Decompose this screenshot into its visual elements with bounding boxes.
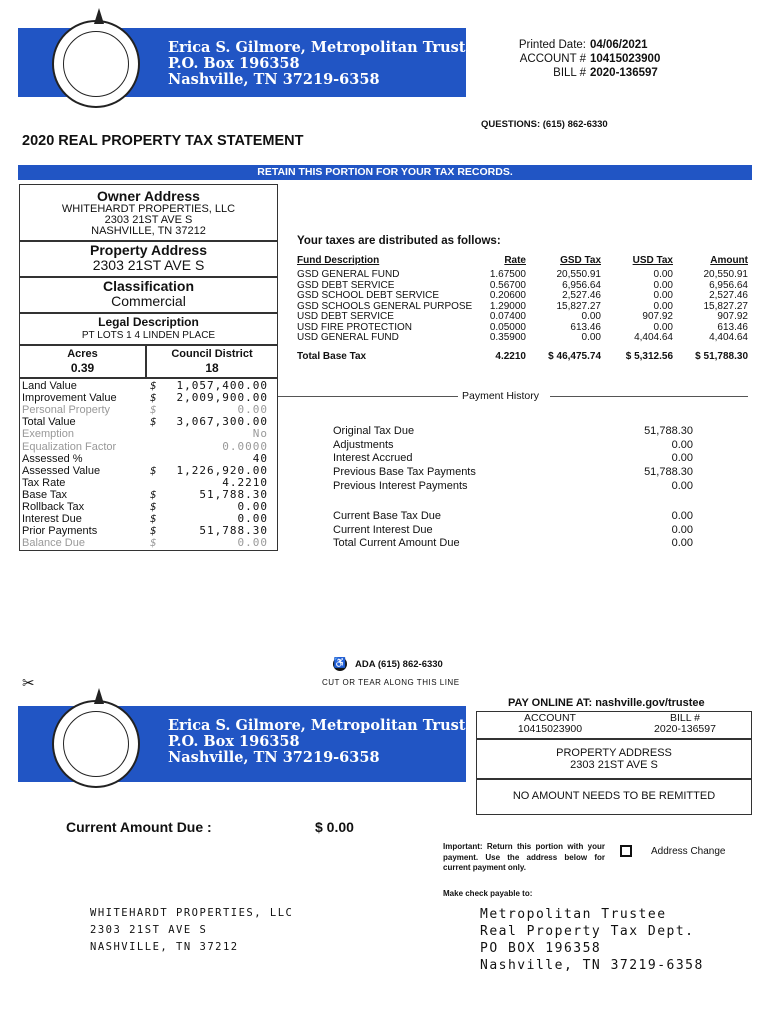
fund-amount: 20,550.91 (703, 269, 748, 280)
fund-usd-tax: 0.00 (653, 321, 673, 333)
total-label: Total Base Tax (297, 350, 367, 362)
pay-online-link[interactable]: PAY ONLINE AT: nashville.gov/trustee (508, 697, 705, 709)
value-label: Assessed Value (22, 464, 101, 477)
fund-rows (297, 270, 748, 344)
classification-value: Commercial (111, 293, 186, 309)
coupon-property-value: 2303 21ST AVE S (570, 759, 658, 771)
value-amount: 2,009,900.00 (176, 391, 268, 405)
value-amount: No (252, 427, 268, 441)
history-label: Original Tax Due (333, 425, 415, 437)
col-fund-description: Fund Description (297, 254, 380, 266)
council-value: 18 (205, 361, 219, 375)
total-base-tax-row (297, 352, 748, 363)
value-row (22, 453, 272, 465)
value-currency: $ (150, 487, 157, 501)
coupon-account-value: 10415023900 (517, 723, 583, 735)
owner-line1: WHITEHARDT PROPERTIES, LLC (61, 203, 236, 215)
history-value: 0.00 (671, 479, 693, 492)
fund-amount: 2,527.46 (709, 290, 748, 301)
fund-row (297, 333, 748, 344)
value-currency: $ (150, 500, 157, 513)
value-row (22, 525, 272, 537)
history-label: Current Interest Due (333, 523, 433, 536)
address-change-checkbox[interactable] (620, 845, 632, 857)
ada-phone: ADA (615) 862-6330 (355, 659, 443, 670)
legal-heading: Legal Description (98, 315, 199, 329)
bill-number: 2020-136597 (590, 67, 658, 79)
amount-due-value: $ 0.00 (315, 819, 354, 835)
coupon-account-label: ACCOUNT (524, 712, 576, 724)
history-label: Previous Base Tax Payments (333, 466, 476, 479)
printed-date-label: Printed Date: (518, 39, 586, 51)
history-row (333, 425, 693, 439)
value-row (22, 537, 272, 549)
fund-row (297, 291, 748, 302)
fund-gsd-tax: 613.46 (570, 321, 601, 333)
trustee-po-box: P.O. Box 196358 (168, 55, 300, 72)
council-heading: Council District (171, 348, 253, 360)
printed-date: 04/06/2021 (590, 39, 648, 51)
classification-heading: Classification (102, 278, 195, 294)
value-label: Assessed % (22, 452, 83, 465)
history-value: 0.00 (671, 452, 693, 465)
value-label: Rollback Tax (22, 501, 85, 513)
history-value: 0.00 (671, 537, 693, 550)
history-label: Adjustments (333, 438, 394, 451)
bill-label: BILL # (553, 67, 586, 79)
coupon-property (476, 747, 752, 771)
property-address: 2303 21ST AVE S (92, 257, 205, 273)
owner-line3: NASHVILLE, TN 37212 (91, 225, 206, 237)
history-value: 0.00 (671, 438, 693, 451)
history-row (333, 452, 693, 466)
fund-gsd-tax: 20,550.91 (556, 269, 601, 280)
coupon-trustee-po-box: P.O. Box 196358 (168, 733, 300, 750)
fund-gsd-tax: 0.00 (581, 332, 601, 343)
property-section (19, 243, 278, 273)
history-row (333, 524, 693, 538)
coupon-bill (620, 713, 750, 735)
fund-name: GSD GENERAL FUND (297, 269, 400, 280)
cut-line-text: CUT OR TEAR ALONG THIS LINE (322, 678, 460, 687)
history-row (333, 439, 693, 453)
accessibility-icon: ♿ (333, 658, 347, 669)
fund-rate: 1.29000 (489, 300, 526, 312)
history-value: 0.00 (671, 523, 693, 536)
property-heading: Property Address (90, 242, 207, 258)
fund-name: GSD SCHOOL DEBT SERVICE (297, 290, 440, 301)
owner-line2: 2303 21ST AVE S (104, 214, 193, 226)
value-row (22, 428, 272, 440)
value-currency: $ (150, 524, 157, 538)
fund-rate: 0.05000 (489, 321, 526, 333)
value-row (22, 416, 272, 428)
value-amount: 51,788.30 (199, 487, 268, 501)
col-usd-tax: USD Tax (632, 254, 673, 266)
value-currency: $ (150, 536, 157, 550)
council-section (146, 348, 278, 376)
total-rate: 4.2210 (495, 350, 526, 362)
value-amount: 0.00 (237, 403, 268, 417)
fund-usd-tax: 0.00 (653, 290, 673, 301)
fund-usd-tax: 907.92 (642, 311, 673, 322)
classification-section (19, 279, 278, 309)
history-value: 0.00 (671, 510, 693, 522)
history-label: Previous Interest Payments (333, 479, 468, 492)
col-gsd-tax: GSD Tax (560, 254, 601, 266)
distribution-table (297, 253, 748, 362)
value-currency: $ (150, 512, 157, 526)
fund-usd-tax: 4,404.64 (634, 332, 673, 343)
mailing-address (90, 905, 293, 956)
mailing-line3: NASHVILLE, TN 37212 (90, 941, 239, 953)
fund-name: GSD SCHOOLS GENERAL PURPOSE (297, 300, 473, 312)
legal-value: PT LOTS 1 4 LINDEN PLACE (81, 330, 216, 341)
fund-row (297, 270, 748, 281)
fund-gsd-tax: 6,956.64 (562, 279, 601, 291)
account-number: 10415023900 (590, 53, 661, 65)
fund-row (297, 312, 748, 323)
fund-rate: 0.35900 (489, 332, 526, 343)
account-label: ACCOUNT # (519, 53, 586, 65)
total-amount: $ 51,788.30 (695, 350, 748, 362)
history-label: Total Current Amount Due (333, 537, 460, 550)
value-currency: $ (150, 415, 157, 429)
history-label: Current Base Tax Due (333, 510, 442, 522)
value-label: Base Tax (22, 488, 68, 501)
fund-name: GSD DEBT SERVICE (297, 279, 395, 291)
trustee-seal-logo (52, 20, 140, 108)
history-row (333, 537, 693, 551)
coupon-bill-label: BILL # (670, 712, 700, 724)
col-rate: Rate (504, 254, 526, 266)
fund-usd-tax: 0.00 (653, 269, 673, 280)
value-currency: $ (150, 463, 157, 477)
trustee-block (168, 40, 484, 88)
value-amount: 40 (252, 451, 268, 465)
coupon-account (480, 713, 620, 735)
address-change-label: Address Change (651, 846, 726, 857)
owner-section (19, 188, 278, 237)
fund-gsd-tax: 0.00 (581, 311, 601, 322)
acres-section (19, 348, 146, 376)
value-row (22, 477, 272, 489)
value-label: Interest Due (22, 513, 82, 526)
value-currency: $ (150, 403, 157, 417)
trustee-name: Erica S. Gilmore, Metropolitan Trustee (168, 39, 484, 56)
value-label: Equalization Factor (22, 440, 117, 453)
value-currency: $ (150, 379, 157, 392)
fund-rate: 0.07400 (489, 311, 526, 322)
coupon-property-label: PROPERTY ADDRESS (556, 747, 672, 759)
value-label: Total Value (22, 416, 76, 429)
scissors-icon: ✂ (22, 675, 35, 692)
value-amount: 51,788.30 (199, 524, 268, 538)
payment-history-heading: Payment History (462, 390, 540, 402)
fund-gsd-tax: 2,527.46 (562, 290, 601, 301)
coupon-trustee-block (168, 718, 484, 766)
value-amount: 0.00 (237, 536, 268, 550)
value-row (22, 465, 272, 477)
payment-history-rule-left (278, 396, 458, 397)
fund-amount: 907.92 (717, 311, 748, 322)
acres-heading: Acres (67, 348, 98, 360)
fund-amount: 15,827.27 (703, 300, 748, 312)
remit-line2: Real Property Tax Dept. (480, 924, 695, 939)
total-gsd: $ 46,475.74 (548, 350, 601, 362)
distribution-heading: Your taxes are distributed as follows: (297, 235, 501, 247)
value-row (22, 501, 272, 513)
value-row (22, 489, 272, 501)
value-label: Improvement Value (22, 392, 117, 405)
trustee-city: Nashville, TN 37219-6358 (168, 71, 380, 88)
mailing-line1: WHITEHARDT PROPERTIES, LLC (90, 907, 294, 919)
coupon-seal-logo (52, 700, 140, 788)
value-label: Tax Rate (22, 476, 66, 489)
fund-usd-tax: 0.00 (653, 300, 673, 312)
fund-name: USD GENERAL FUND (297, 332, 399, 343)
coupon-bill-value: 2020-136597 (654, 723, 716, 735)
remit-line1: Metropolitan Trustee (480, 907, 667, 922)
fund-amount: 4,404.64 (709, 332, 748, 343)
value-label: Balance Due (22, 537, 85, 550)
fund-gsd-tax: 15,827.27 (556, 300, 601, 312)
history-row (333, 510, 693, 524)
fund-usd-tax: 0.00 (653, 279, 673, 291)
remit-line3: PO BOX 196358 (480, 941, 602, 956)
payment-history-rule-right (550, 396, 748, 397)
value-label: Personal Property (22, 404, 111, 417)
value-label: Exemption (22, 428, 74, 441)
history-value: 51,788.30 (644, 425, 693, 437)
value-row (22, 392, 272, 404)
coupon-trustee-city: Nashville, TN 37219-6358 (168, 749, 380, 766)
fund-amount: 6,956.64 (709, 279, 748, 291)
coupon-trustee-name: Erica S. Gilmore, Metropolitan Trustee (168, 717, 484, 734)
remit-address (480, 906, 704, 974)
statement-title: 2020 REAL PROPERTY TAX STATEMENT (22, 133, 304, 149)
questions-phone: QUESTIONS: (615) 862-6330 (481, 119, 608, 130)
fund-name: USD DEBT SERVICE (297, 311, 394, 322)
history-row (333, 480, 693, 494)
fund-amount: 613.46 (717, 321, 748, 333)
amount-due-label: Current Amount Due : (66, 819, 212, 835)
fund-rate: 0.20600 (489, 290, 526, 301)
legal-section (19, 315, 278, 343)
value-row (22, 441, 272, 453)
history-row (333, 466, 693, 480)
value-amount: 0.00 (237, 512, 268, 526)
value-label: Prior Payments (22, 525, 98, 538)
value-amount: 1,057,400.00 (176, 379, 268, 392)
fund-rate: 0.56700 (489, 279, 526, 291)
acres-value: 0.39 (70, 361, 95, 375)
history-label: Interest Accrued (333, 452, 413, 465)
value-currency: $ (150, 391, 157, 405)
fund-name: USD FIRE PROTECTION (297, 321, 413, 333)
retain-banner: RETAIN THIS PORTION FOR YOUR TAX RECORDS. (18, 165, 752, 180)
mailing-line2: 2303 21ST AVE S (90, 924, 208, 936)
value-amount: 4.2210 (222, 475, 268, 489)
value-amount: 0.00 (237, 500, 268, 513)
printed-info (480, 38, 680, 80)
col-amount: Amount (710, 254, 748, 266)
value-label: Land Value (22, 380, 77, 392)
total-usd: $ 5,312.56 (625, 350, 673, 362)
important-note: Important: Return this portion with your payment. Use the address below for current payment only. (443, 842, 605, 872)
value-amount: 3,067,300.00 (176, 415, 268, 429)
owner-heading: Owner Address (97, 188, 200, 204)
value-amount: 1,226,920.00 (176, 463, 268, 477)
history-value: 51,788.30 (644, 466, 693, 479)
coupon-remit-text: NO AMOUNT NEEDS TO BE REMITTED (512, 790, 716, 802)
value-amount: 0.0000 (222, 439, 268, 453)
payable-to-label: Make check payable to: (443, 889, 533, 898)
remit-line4: Nashville, TN 37219-6358 (480, 958, 704, 973)
fund-rate: 1.67500 (489, 269, 526, 280)
